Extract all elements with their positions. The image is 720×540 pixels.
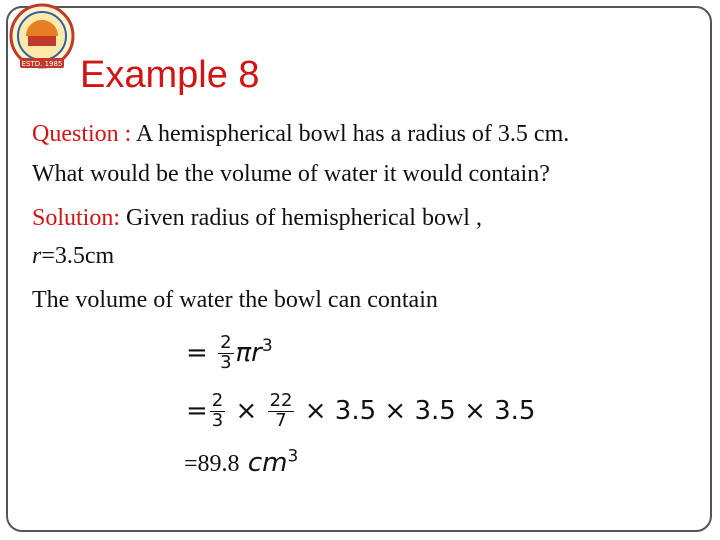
eq2-tail: × 3.5 × 3.5 × 3.5 [304, 395, 536, 426]
college-logo-icon [6, 2, 78, 74]
statement-line: The volume of water the bowl can contain [32, 287, 438, 313]
formula-line-3 [184, 448, 298, 478]
radius-variable: r [32, 243, 42, 269]
fraction-22-7: $\frac{22}{7}$ [269, 390, 293, 431]
fraction-two-thirds-2: $\frac{2}{3}$ [211, 390, 224, 431]
solution-line [32, 204, 482, 233]
logo-estd-text: ESTD. 1985 [21, 60, 63, 68]
slide-title: Example 8 [80, 54, 260, 96]
fraction-two-thirds: $\frac{2}{3}$ [220, 332, 232, 373]
radius-line [32, 242, 114, 271]
eq3-unit: cm [247, 448, 288, 478]
eq3-exponent: 3 [287, 446, 299, 467]
times-sign: × [235, 395, 258, 426]
eq1-body: πr [235, 337, 262, 368]
eq1-exponent: 3 [261, 336, 273, 357]
formula-line-1 [186, 334, 273, 373]
eq1-prefix: = [186, 337, 208, 368]
eq3-value: =89.8 [184, 451, 240, 477]
formula-line-2 [186, 392, 535, 431]
radius-value: =3.5cm [41, 243, 115, 269]
solution-text: Given radius of hemispherical bowl , [126, 205, 482, 231]
question-text: A hemispherical bowl has a radius of 3.5 cm. [136, 121, 570, 147]
question-line-2: What would be the volume of water it would contain? [32, 161, 550, 187]
question-line-1 [32, 120, 569, 149]
question-label: Question : [32, 121, 132, 147]
eq2-prefix: = [186, 395, 208, 426]
solution-label: Solution: [32, 205, 121, 231]
